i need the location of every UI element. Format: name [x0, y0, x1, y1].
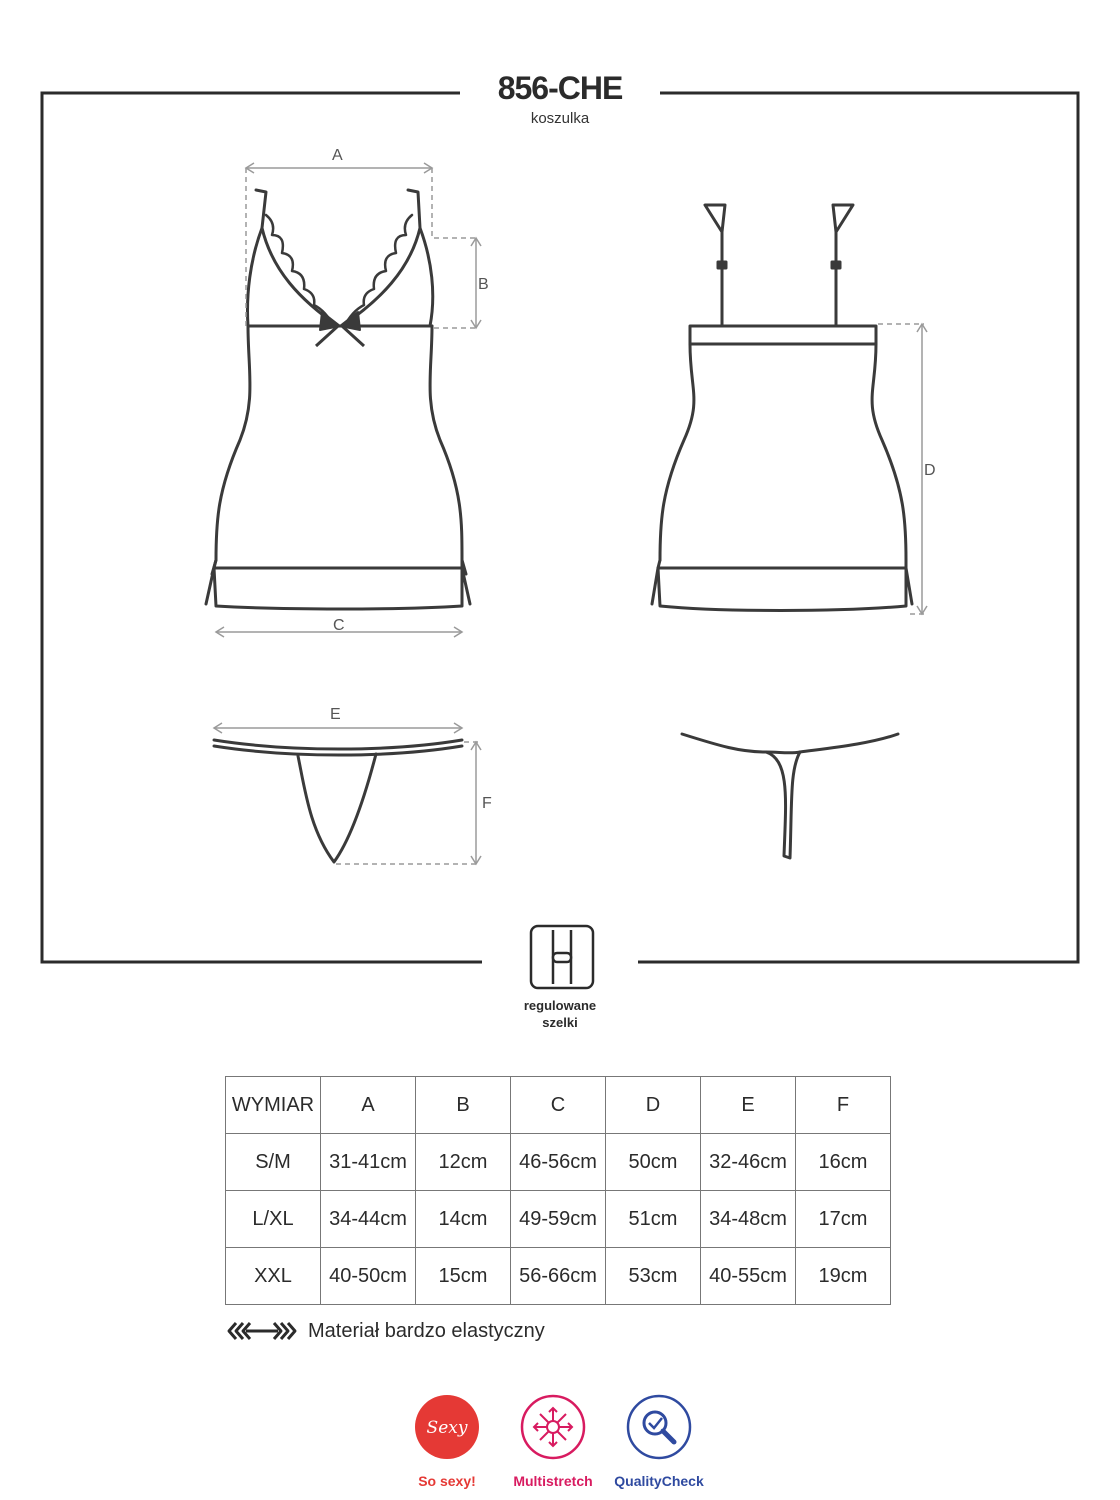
header-cell: D: [606, 1077, 701, 1134]
table-cell: 49-59cm: [511, 1191, 606, 1248]
dimension-lines: [214, 163, 927, 864]
table-cell: 51cm: [606, 1191, 701, 1248]
table-cell: 15cm: [416, 1248, 511, 1305]
table-row: [226, 1248, 891, 1305]
chemise-back-drawing: [652, 205, 912, 611]
size-table-header: [226, 1077, 891, 1134]
table-cell: 40-50cm: [321, 1248, 416, 1305]
table-cell: 19cm: [796, 1248, 891, 1305]
quality-check-icon: [626, 1394, 692, 1460]
header-cell: C: [511, 1077, 606, 1134]
material-note: [226, 1318, 545, 1344]
table-cell: XXL: [226, 1248, 321, 1305]
table-row: [226, 1134, 891, 1191]
multistretch-icon: [520, 1394, 586, 1460]
table-cell: 16cm: [796, 1134, 891, 1191]
table-cell: 34-48cm: [701, 1191, 796, 1248]
header-cell: F: [796, 1077, 891, 1134]
dimension-label-c: C: [333, 617, 345, 634]
thong-back-drawing: [682, 734, 898, 858]
table-cell: 31-41cm: [321, 1134, 416, 1191]
badge-label: So sexy!: [418, 1473, 476, 1489]
dimension-label-a: A: [332, 147, 343, 164]
header-cell: E: [701, 1077, 796, 1134]
table-cell: 46-56cm: [511, 1134, 606, 1191]
badge-quality-check: [604, 1394, 714, 1489]
table-cell: 12cm: [416, 1134, 511, 1191]
dimension-label-d: D: [924, 462, 936, 479]
table-cell: 56-66cm: [511, 1248, 606, 1305]
thong-front-drawing: [214, 740, 462, 862]
table-cell: L/XL: [226, 1191, 321, 1248]
table-cell: 40-55cm: [701, 1248, 796, 1305]
size-table: [225, 1076, 891, 1305]
table-cell: 53cm: [606, 1248, 701, 1305]
dimension-label-b: B: [478, 276, 489, 293]
table-cell: 32-46cm: [701, 1134, 796, 1191]
badge-multistretch: [498, 1394, 608, 1489]
bow-detail: [316, 312, 364, 346]
badge-label: QualityCheck: [614, 1473, 704, 1489]
dimension-label-f: F: [482, 795, 492, 812]
header-cell: A: [321, 1077, 416, 1134]
table-cell: 17cm: [796, 1191, 891, 1248]
adjustable-strap-icon: [531, 926, 593, 988]
badge-so-sexy: [392, 1394, 502, 1489]
sexy-badge-text: Sexy: [426, 1418, 468, 1438]
table-cell: 50cm: [606, 1134, 701, 1191]
feature-label: [490, 997, 630, 1031]
table-cell: 14cm: [416, 1191, 511, 1248]
dimension-label-e: E: [330, 706, 341, 723]
table-cell: 34-44cm: [321, 1191, 416, 1248]
badge-label: Multistretch: [513, 1473, 593, 1489]
stretch-arrows-icon: [226, 1320, 298, 1342]
product-code: 856-CHE: [497, 70, 623, 106]
feature-label-line1: regulowane: [523, 998, 597, 1013]
feature-label-line2: szelki: [542, 1015, 578, 1030]
table-row: [226, 1191, 891, 1248]
header-cell: B: [416, 1077, 511, 1134]
material-note-text: Materiał bardzo elastyczny: [308, 1319, 545, 1342]
product-type: koszulka: [530, 110, 590, 127]
table-cell: S/M: [226, 1134, 321, 1191]
header-cell: WYMIAR: [226, 1077, 321, 1134]
sexy-badge-icon: [414, 1394, 480, 1460]
